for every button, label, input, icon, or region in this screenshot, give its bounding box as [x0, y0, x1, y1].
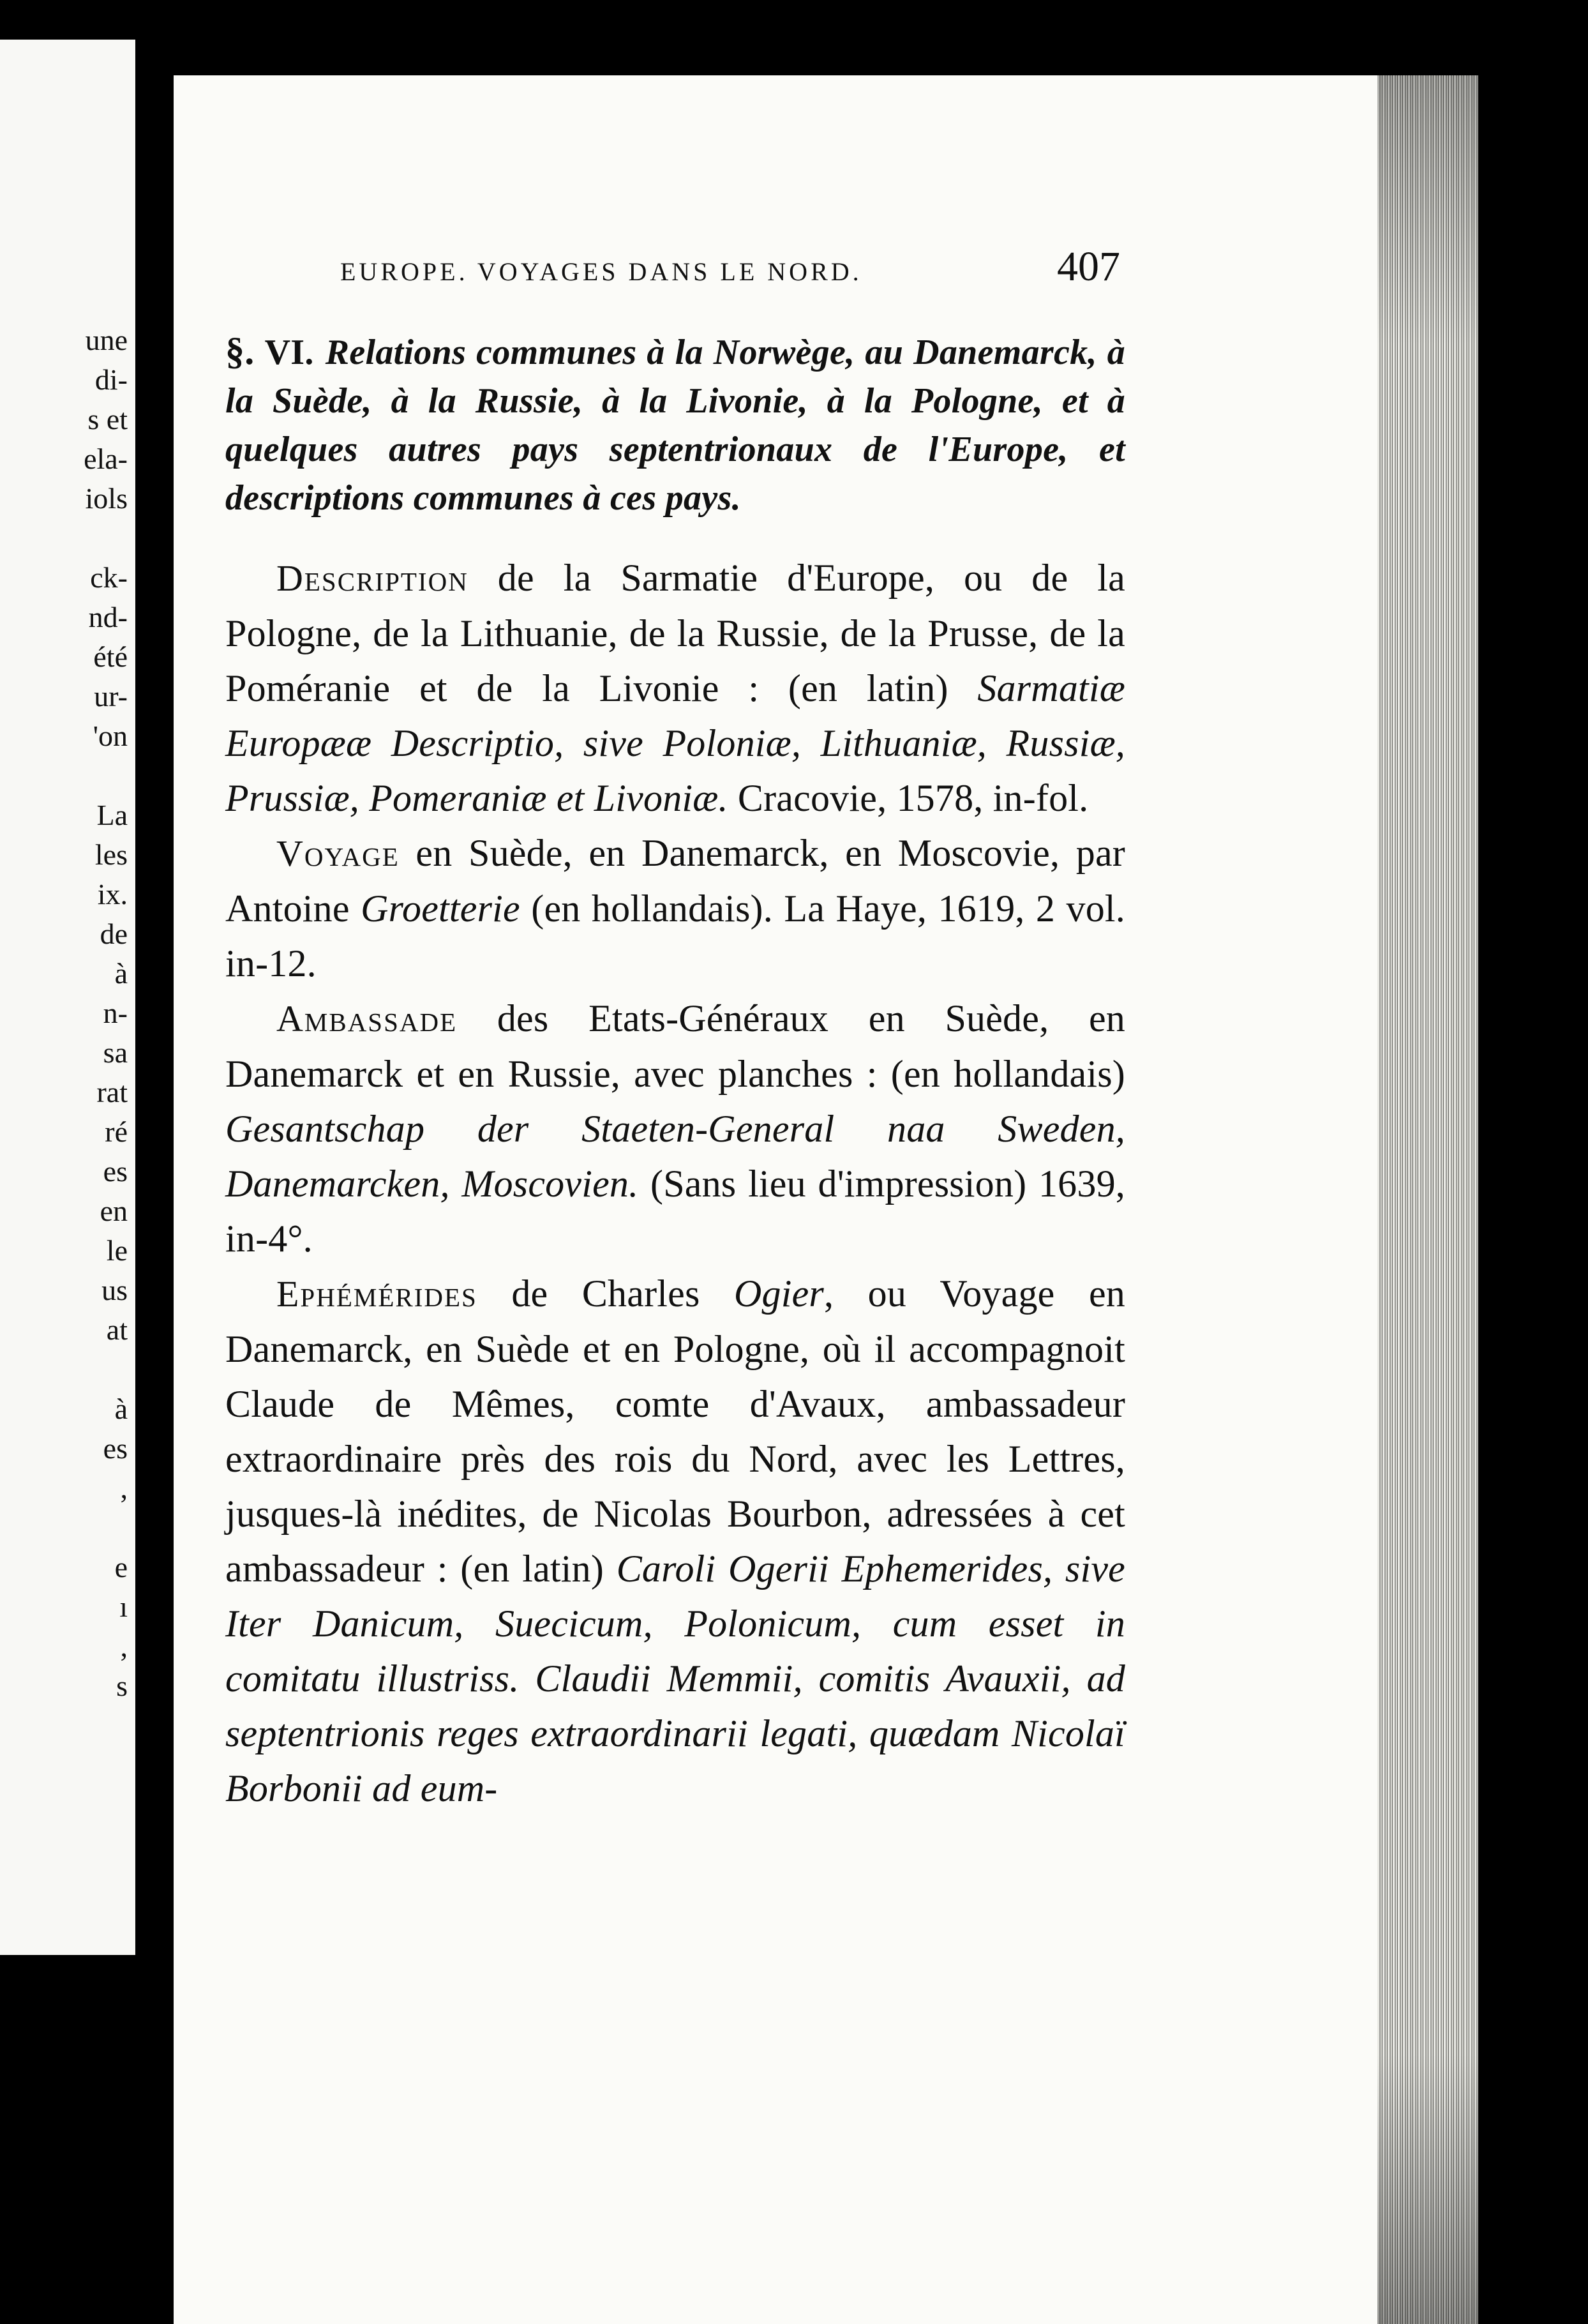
prev-line: s [116, 1670, 128, 1702]
entry-lead-word: Ephémérides [276, 1273, 477, 1315]
prev-line: La [96, 799, 128, 831]
entry-text: , ou Voyage en Danemarck, en Suède et en Pologne, où il accompagnoit Claude de Mêmes, comte d'Avaux, ambassadeur extraordinaire près des rois du Nord, avec les Lettres, jusques-là inédites, de Nicolas Bourbon, adressées à cet ambassadeur : (en latin) [225, 1272, 1125, 1590]
prev-line: les [94, 838, 128, 871]
prev-line: e [114, 1551, 128, 1583]
prev-line: ck- [90, 561, 128, 594]
running-title: EUROPE. VOYAGES DANS LE NORD. [340, 257, 862, 286]
prev-line: ur- [94, 680, 128, 713]
entry-text: (en hollandais). La Haye, 1619, 2 vol. in-12. [225, 887, 1126, 985]
prev-line: ré [105, 1115, 128, 1148]
prev-line: es [103, 1432, 128, 1465]
prev-line: le [106, 1234, 128, 1267]
section-number: VI. [264, 333, 314, 372]
entry-latin-title: Sarmatiæ Europææ Descriptio, sive Poloniæ, Lithuaniæ, Russiæ, Prussiæ, Pomeraniæ et Livoniæ. [225, 667, 1125, 819]
prev-line: es [103, 1155, 128, 1188]
entry-text: Cracovie, 1578, in-fol. [728, 777, 1089, 819]
entry-text: de la Sarmatie d'Europe, ou de la Pologne, de la Lithuanie, de la Russie, de la Prusse, de la Poméranie et de la Livonie : (en latin) [225, 557, 1125, 709]
prev-line [84, 1350, 128, 1389]
prev-line: at [106, 1313, 128, 1346]
page-number: 407 [1057, 243, 1120, 290]
page-content [225, 327, 1125, 1816]
prev-line: sa [103, 1036, 128, 1069]
previous-page-edge [0, 40, 135, 1955]
prev-line: ix. [97, 878, 128, 910]
prev-line: en [100, 1195, 128, 1227]
entry-text: (Sans lieu d'impression) 1639, in-4°. [225, 1163, 1125, 1260]
bibliography-entry [225, 991, 1125, 1266]
prev-line: à [114, 957, 128, 990]
section-mark: §. [225, 330, 255, 372]
bibliography-entry [225, 826, 1125, 991]
entry-text: des Etats-Généraux en Suède, en Danemarck et en Russie, avec planches : (en hollandais) [225, 997, 1125, 1095]
entry-text: en Suède, en Danemarck, en Moscovie, par Antoine [225, 832, 1125, 930]
prev-line [84, 756, 128, 796]
prev-line: ela- [84, 442, 128, 475]
prev-line: di- [94, 363, 128, 396]
prev-line: 'on [93, 720, 128, 752]
entry-text: de Charles [477, 1272, 734, 1315]
prev-line: , [120, 1630, 128, 1663]
prev-line: rat [96, 1076, 128, 1108]
entry-latin-title: Caroli Ogerii Ephemerides, sive Iter Danicum, Suecicum, Polonicum, cum esset in comitatu illustriss. Claudii Memmii, comitis Avauxii, ad septentrionis reges extraordinarii legati, quædam Nicolaï Borbonii ad eum- [225, 1548, 1125, 1809]
prev-line: à [114, 1392, 128, 1425]
prev-line: ı [119, 1590, 128, 1623]
prev-line: n- [103, 997, 128, 1029]
page-header [340, 238, 1120, 301]
prev-line: de [100, 917, 128, 950]
prev-line: nd- [88, 601, 128, 633]
prev-line [84, 1508, 128, 1548]
entry-lead-word: Ambassade [276, 998, 458, 1039]
prev-line: s et [87, 403, 128, 435]
bibliography-entry [225, 1266, 1125, 1816]
entry-lead-word: Description [276, 557, 468, 599]
prev-line: iols [85, 482, 128, 515]
prev-line: une [85, 324, 128, 356]
prev-line: été [93, 640, 128, 673]
previous-page-text [84, 321, 128, 1706]
entry-lead-word: Voyage [276, 833, 400, 874]
section-title: Relations communes à la Norwège, au Danemarck, à la Suède, à la Russie, à la Livonie, à la Pologne, et à quelques autres pays septentrionaux de l'Europe, et descriptions communes à ces pays. [225, 333, 1125, 518]
prev-line: us [101, 1274, 128, 1306]
entry-dutch-title: Gesantschap der Staeten-General naa Sweden, Danemarcken, Moscovien. [225, 1108, 1125, 1205]
section-heading [225, 327, 1125, 522]
entry-author-name: Ogier [733, 1272, 824, 1315]
prev-line [84, 518, 128, 558]
prev-line: , [120, 1472, 128, 1504]
page-block-edges [1377, 75, 1478, 2324]
entry-author-name: Groetterie [361, 887, 520, 930]
bibliography-entry [225, 550, 1125, 826]
